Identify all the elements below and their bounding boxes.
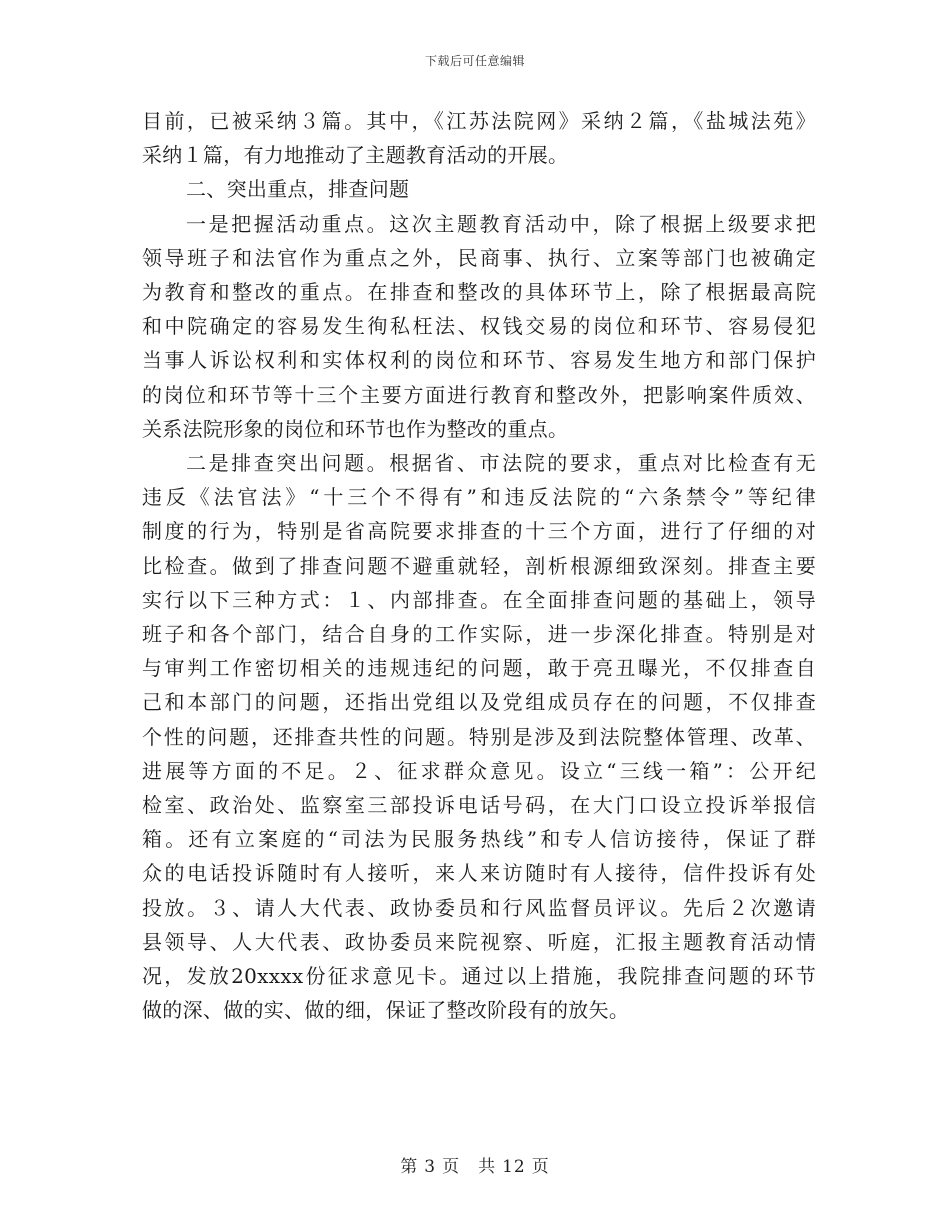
total-page-count: 12 bbox=[502, 1157, 526, 1177]
text-line: 二是排查突出问题。根据省、市法院的要求，重点对比检查有无 bbox=[186, 451, 816, 476]
text-line: 个性的问题，还排查共性的问题。特别是涉及到法院整体管理、改革、 bbox=[142, 724, 816, 749]
section-heading bbox=[142, 172, 816, 206]
text-line: 采纳１篇，有力地推动了主题教育活动的开展。 bbox=[142, 143, 569, 168]
text-line: 实行以下三种方式：１、内部排查。在全面排查问题的基础上，领导 bbox=[142, 587, 816, 612]
paragraph bbox=[142, 446, 816, 1027]
footer-suffix: 页 bbox=[531, 1157, 550, 1177]
text-line: 一是把握活动重点。这次主题教育活动中，除了根据上级要求把 bbox=[186, 211, 816, 236]
text-line: 做的深、做的实、做的细，保证了整改阶段有的放矢。 bbox=[142, 998, 630, 1023]
text-line: 投放。３、请人大代表、政协委员和行风监督员评议。先后２次邀请 bbox=[142, 895, 816, 920]
document-body bbox=[142, 104, 816, 1027]
footer-middle: 页 共 bbox=[442, 1157, 497, 1177]
text-line: 比检查。做到了排查问题不避重就轻，剖析根源细致深刻。排查主要 bbox=[142, 553, 816, 578]
text-line: 领导班子和法官作为重点之外，民商事、执行、立案等部门也被确定 bbox=[142, 245, 816, 270]
text-line: 为教育和整改的重点。在排查和整改的具体环节上，除了根据最高院 bbox=[142, 280, 816, 305]
text-line: 的岗位和环节等十三个主要方面进行教育和整改外，把影响案件质效、 bbox=[142, 382, 816, 407]
text-line: 和中院确定的容易发生徇私枉法、权钱交易的岗位和环节、容易侵犯 bbox=[142, 314, 816, 339]
footer-prefix: 第 bbox=[400, 1157, 419, 1177]
page-header: 下载后可任意编辑 bbox=[424, 54, 525, 68]
paragraph bbox=[142, 207, 816, 446]
text-line: 况，发放20xxxx份征求意见卡。通过以上措施，我院排查问题的环节 bbox=[142, 964, 816, 989]
text-line: 班子和各个部门，结合自身的工作实际，进一步深化排查。特别是对 bbox=[142, 622, 816, 647]
text-line: 违反《法官法》“十三个不得有”和违反法院的“六条禁令”等纪律 bbox=[142, 485, 816, 510]
text-line: 关系法院形象的岗位和环节也作为整改的重点。 bbox=[142, 416, 569, 441]
text-line: 二、突出重点，排查问题 bbox=[186, 177, 410, 202]
page-footer bbox=[0, 1152, 950, 1177]
text-line: 当事人诉讼权利和实体权利的岗位和环节、容易发生地方和部门保护 bbox=[142, 348, 816, 373]
paragraph bbox=[142, 104, 816, 172]
text-line: 众的电话投诉随时有人接听，来人来访随时有人接待，信件投诉有处 bbox=[142, 861, 816, 886]
text-line: 检室、政治处、监察室三部投诉电话号码，在大门口设立投诉举报信 bbox=[142, 793, 816, 818]
current-page-number: 3 bbox=[424, 1157, 437, 1177]
text-line: 箱。还有立案庭的“司法为民服务热线”和专人信访接待，保证了群 bbox=[142, 827, 816, 852]
text-line: 与审判工作密切相关的违规违纪的问题，敢于亮丑曝光，不仅排查自 bbox=[142, 656, 816, 681]
text-line: 进展等方面的不足。２、征求群众意见。设立“三线一箱”：公开纪 bbox=[142, 758, 816, 783]
text-line: 目前，已被采纳３篇。其中，《江苏法院网》采纳２篇，《盐城法苑》 bbox=[142, 109, 816, 133]
text-line: 制度的行为，特别是省高院要求排查的十三个方面，进行了仔细的对 bbox=[142, 519, 816, 544]
text-line: 县领导、人大代表、政协委员来院视察、听庭，汇报主题教育活动情 bbox=[142, 929, 816, 954]
text-line: 己和本部门的问题，还指出党组以及党组成员存在的问题，不仅排查 bbox=[142, 690, 816, 715]
